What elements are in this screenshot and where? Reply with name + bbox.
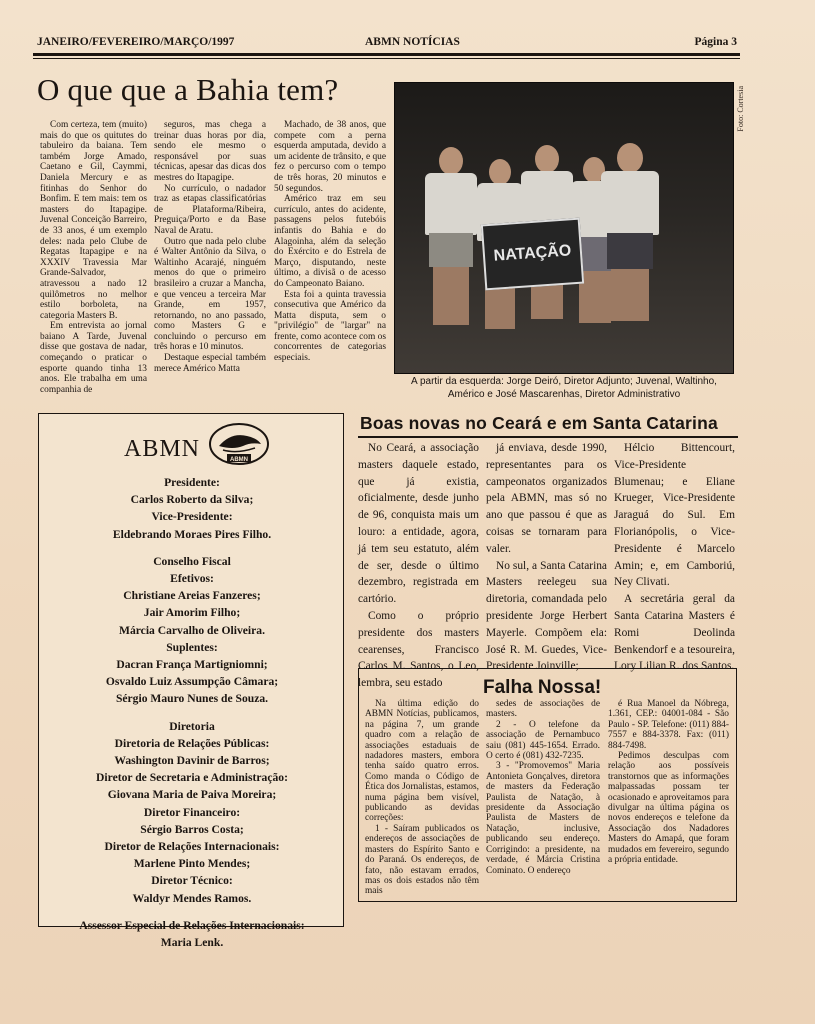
team-photo	[394, 82, 734, 374]
correction-column-3	[608, 699, 729, 895]
correction-title: Falha Nossa!	[483, 677, 602, 698]
paragraph: Outro que nada pelo clube é Walter Antônio da Silva, o Waltinho Acarajé, ninguém menos do que o primeiro brasileiro a cruzar a Mancha, e que venceu a terceira Mar Grande, em 1957, retornando, no ano passado, como Masters G e concluindo o percurso em três horas e 10 minutos.	[154, 236, 266, 353]
directory-line: Jair Amorim Filho;	[143, 606, 241, 620]
directory-line: Efetivos:	[170, 572, 214, 586]
directory-line: Vice-Presidente:	[151, 510, 233, 524]
paragraph: Machado, de 38 anos, que compete com a perna esquerda amputada, devido a um acidente de trânsito, e que fez o percurso com o tempo de três horas, 20 minutos e 50 segundos.	[274, 120, 386, 194]
correction-column-2	[486, 699, 600, 895]
paragraph: A secretária geral da Santa Catarina Masters é Romi Deolinda Benkendorf e a tesoureira, Lory Lilian R. dos Santos.	[614, 593, 735, 673]
directory-line: Assessor Especial de Relações Internacionais:	[79, 918, 305, 932]
paragraph: Hélcio Bittencourt, Vice-Presidente Blumenau; e Eliane Krueger, Vice-Presidente Jaraguá do Sul. Em Florianópolis, o Vice-Presidente é Marcelo Amin; e, em Camboriú, Ney Clivati.	[614, 442, 735, 589]
paragraph: sedes de associações de masters.	[486, 699, 600, 720]
publication-name: ABMN NOTÍCIAS	[365, 36, 460, 48]
abmn-title: ABMN	[124, 436, 201, 462]
directory-line: Washington Davinir de Barros;	[114, 754, 270, 768]
directory-line: Marlene Pinto Mendes;	[133, 857, 251, 871]
list-spacer	[47, 708, 337, 718]
abmn-directory-box	[38, 413, 344, 950]
paragraph: Pedimos desculpas com relação aos possíveis transtornos que as informações malpassadas possam ter ocasionado e aproveitamos para divulgar na última página os novos endereços e telefone da Associação dos Nadadores Masters do Amapá, que foram mudados em fevereiro, segundo a própria entidade.	[608, 751, 729, 866]
directory-line: Waldyr Mendes Ramos.	[132, 891, 252, 905]
article-bahia-column-3	[274, 120, 386, 404]
paragraph: No Ceará, a associação masters daquele estado, que já existia, oficialmente, desde junho de 96, conquista mais um louro: a entidade, agora, já tem seu estatuto, além de ser, desde o último dezembro, registrada em cartório.	[358, 442, 479, 606]
abmn-logo-text: ABMN	[230, 457, 248, 463]
directory-line: Diretor Financeiro:	[143, 805, 241, 819]
header-rule	[33, 53, 740, 56]
paragraph: Destaque especial também merece Américo Matta	[154, 353, 266, 374]
paragraph: 3 - "Promovemos" Maria Antonieta Gonçalves, diretora de masters da Federação Paulista de Natação, à presidente da Associação Paulista de Masters de Natação, inclusive, publicando seu endereço. Corrigindo: a presidente, na verdade, é Márcia Cristina Cominato. O endereço	[486, 761, 600, 876]
natacao-banner: NATAÇÃO	[481, 218, 584, 291]
paragraph: Com certeza, tem (muito) mais do que os quitutes do tabuleiro da baiana. Tem também Jorge Amado, Caetano e Gil, Caymmi, Daniela Mercury e as fitinhas do Senhor do Bonfim. E tem mais: tem os masters do Itapagipe. Juvenal Conceição Barreiro, de 33 anos, é um exemplo deles: nada pelo Clube de Regatas Itapagipe e na XXXIV Travessia Mar Grande-Salvador, atravessou a nado 12 quilômetros no melhor estilo borboleta, na categoria Masters B.	[40, 120, 147, 321]
photo-caption: A partir da esquerda: Jorge Deiró, Diretor Adjunto; Juvenal, Waltinho, Américo e José Mascarenhas, Diretor Administrativo	[411, 376, 717, 400]
paragraph: 2 - O telefone da associação de Pernambuco saiu (081) 445-1654. Errado. O certo é (081) 432-7235.	[486, 719, 600, 762]
directory-line: Diretor de Relações Internacionais:	[104, 840, 280, 854]
paragraph: Em entrevista ao jornal baiano A Tarde, Juvenal disse que gostava de nadar, começando o praticar o esporte quando tinha 13 anos. Ele trabalha em uma companhia de	[40, 321, 147, 395]
directory-line: Conselho Fiscal	[153, 554, 231, 568]
paragraph: já enviava, desde 1990, representantes para os campeonatos organizados pela ABMN, mas só no ano que passou é que as coisas se tornaram para valer.	[486, 442, 607, 555]
page-header	[37, 36, 737, 52]
directory-line: Diretor de Secretaria e Administração:	[96, 771, 288, 785]
directory-line: Osvaldo Luiz Assumpção Câmara;	[105, 675, 279, 689]
directory-line: Eldebrando Moraes Pires Filho.	[112, 527, 272, 541]
list-spacer	[47, 543, 337, 553]
paragraph: 1 - Saíram publicados os endereços de associações de masters do Espírito Santo e do Paraná. Os endereços, de fato, não estavam errados, mas os dois estados não têm mais	[365, 823, 479, 897]
directory-line: Giovana Maria de Paiva Moreira;	[107, 788, 277, 802]
article-bahia-column-2	[154, 120, 266, 404]
directory-line: Carlos Roberto da Silva;	[130, 493, 254, 507]
header-rule-thin	[33, 58, 740, 59]
photo-credit: Foto: Cortesia	[736, 86, 745, 132]
list-spacer	[47, 907, 337, 917]
paragraph: Esta foi a quinta travessia consecutiva que Américo da Matta disputa, sem o "privilégio" de "largar" na frente, como acontece com os concorrentes de categorias especiais.	[274, 289, 386, 364]
directory-line: Presidente:	[164, 476, 220, 489]
article-ceara-column-1	[358, 440, 479, 690]
directory-line: Sérgio Mauro Nunes de Souza.	[115, 692, 269, 706]
paragraph: No sul, a Santa Catarina Masters reelegeu sua diretoria, comandada pelo presidente Jorge Herbert Mayerle. Compõem ela: José R. M. Guedes, Vice-Presidente Joinville;	[486, 559, 607, 673]
article-bahia-column-1	[40, 120, 147, 404]
article-ceara-column-2	[486, 440, 607, 673]
paragraph: é Rua Manoel da Nóbrega, 1.361, CEP.: 04001-084 - São Paulo - SP. Telefone: (011) 884-7557 e 884-3378. Fax: (011) 884-7498.	[608, 699, 729, 751]
directory-line: Diretor Técnico:	[151, 874, 233, 888]
directory-line: Sérgio Barros Costa;	[140, 822, 244, 836]
abmn-logo	[207, 420, 271, 470]
directory-line: Maria Lenk.	[160, 936, 224, 950]
paragraph: Na última edição do ABMN Notícias, publicamos, na página 7, um grande quadro com a relação de associações estaduais de nadadores masters, embora tenha saído quatro erros. Como manda o Código de Ética dos Jornalistas, estamos, numa página bem visível, publicando as devidas correções:	[365, 699, 479, 824]
abmn-directory-list	[47, 474, 337, 951]
directory-line: Diretoria de Relações Públicas:	[114, 736, 270, 750]
section-rule	[358, 436, 738, 438]
article-headline-ceara: Boas novas no Ceará e em Santa Catarina	[360, 413, 718, 433]
directory-line: Márcia Carvalho de Oliveira.	[119, 623, 265, 637]
paragraph: Américo traz em seu currículo, antes do acidente, passagens pelos futebóis infantis do Bahia e do Alagoinha, além da seleção do Exército e do Estrela de Março, disputando, neste último, a divisã o de acesso do Campeonato Baiano.	[274, 194, 386, 289]
directory-line: Dacran França Martigniomni;	[116, 658, 268, 672]
page-number: Página 3	[694, 36, 737, 48]
paragraph: Como o próprio presidente dos masters cearenses, Francisco Carlos M. Santos, o Leo, lembra, seu estado	[358, 609, 479, 690]
directory-line: Christiane Areias Fanzeres;	[123, 589, 261, 603]
correction-column-1	[365, 699, 479, 895]
directory-line: Diretoria	[169, 719, 215, 733]
directory-line: Suplentes:	[166, 640, 218, 654]
paragraph: seguros, mas chega a treinar duas horas por dia, sendo ele mesmo o responsável por suas técnicas, apesar das dicas dos mestres do Itapagipe.	[154, 120, 266, 183]
article-headline-bahia: O que que a Bahia tem?	[37, 72, 339, 107]
issue-date: JANEIRO/FEVEREIRO/MARÇO/1997	[37, 36, 235, 48]
article-ceara-column-3	[614, 440, 735, 673]
paragraph: No currículo, o nadador traz as etapas classificatórias de Plataforma/Ribeira, Preguiça/Porto e da Base Naval de Aratu.	[154, 183, 266, 236]
